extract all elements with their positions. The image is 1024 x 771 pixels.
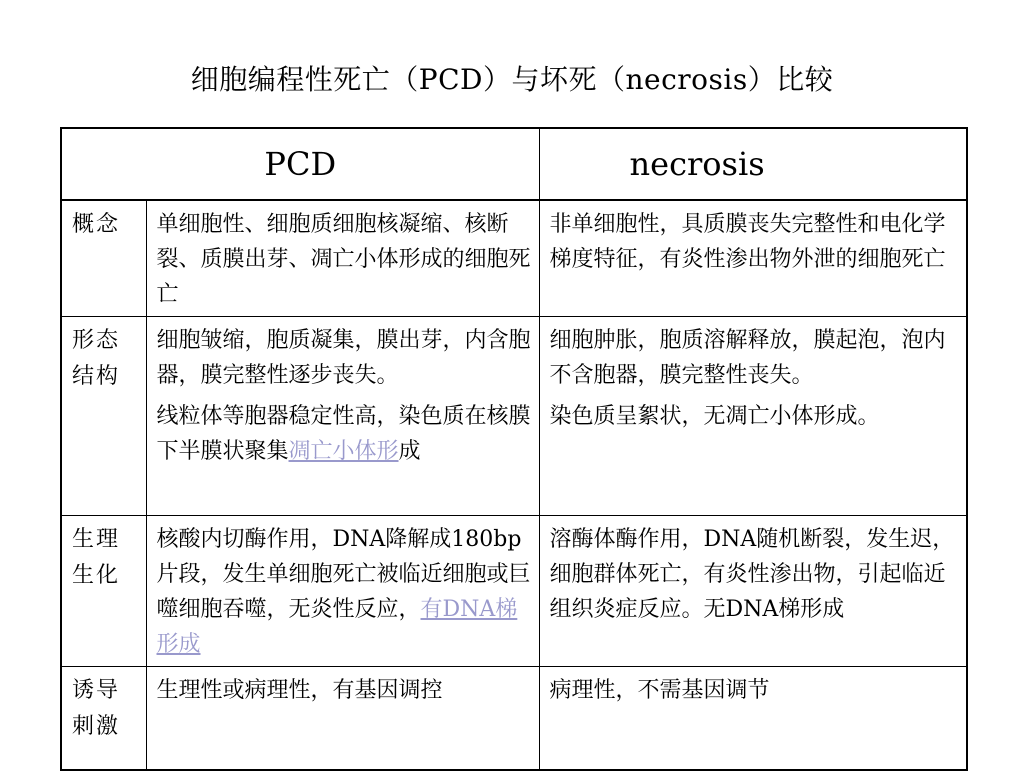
table-row: [61, 516, 967, 667]
cell-morphology-necrosis: [539, 317, 967, 516]
header-pcd: PCD: [61, 128, 539, 200]
table-row: [61, 317, 967, 516]
header-necrosis: necrosis: [539, 128, 967, 200]
row-label-concept: 概念: [61, 200, 146, 317]
morphology-necrosis-para-1: 细胞肿胀，胞质溶解释放，膜起泡，泡内不含胞器，膜完整性丧失。: [549, 328, 946, 388]
comparison-table: [60, 127, 968, 771]
dna-ladder-link[interactable]: 有DNA梯形成: [156, 597, 518, 657]
cell-concept-pcd: 单细胞性、细胞质细胞核凝缩、核断裂、质膜出芽、凋亡小体形成的细胞死亡: [146, 200, 539, 317]
cell-biochemistry-necrosis: 溶酶体酶作用，DNA随机断裂，发生迟，细胞群体死亡，有炎性渗出物，引起临近组织炎症反应。无DNA梯形成: [539, 516, 967, 667]
table-row: [61, 200, 967, 317]
row-label-biochemistry: 生理生化: [61, 516, 146, 667]
row-label-induction: 诱导刺激: [61, 667, 146, 771]
row-label-morphology: 形态结构: [61, 317, 146, 516]
morphology-pcd-tail: 成: [398, 439, 421, 464]
cell-induction-necrosis: 病理性，不需基因调节: [539, 667, 967, 771]
cell-concept-necrosis: 非单细胞性，具质膜丧失完整性和电化学梯度特征，有炎性渗出物外泄的细胞死亡: [539, 200, 967, 317]
cell-morphology-pcd: [146, 317, 539, 516]
cell-biochemistry-pcd: [146, 516, 539, 667]
morphology-pcd-para-1: 细胞皱缩，胞质凝集，膜出芽，内含胞器，膜完整性逐步丧失。: [156, 328, 531, 388]
table-row: [61, 667, 967, 771]
page-title: 细胞编程性死亡（PCD）与坏死（necrosis）比较: [190, 63, 834, 96]
morphology-pcd-text: 线粒体等胞器稳定性高，染色质在核膜下半膜状聚集: [156, 404, 531, 464]
morphology-pcd-para-2: [157, 399, 535, 469]
apoptotic-body-link[interactable]: 凋亡小体形: [288, 439, 399, 464]
morphology-necrosis-para-2: 染色质呈絮状，无凋亡小体形成。: [549, 404, 880, 429]
table-header-row: [61, 128, 967, 200]
cell-induction-pcd: 生理性或病理性，有基因调控: [146, 667, 539, 771]
biochemistry-pcd-text: 核酸内切酶作用，DNA降解成180bp片段，发生单细胞死亡被临近细胞或巨噬细胞吞噬，无炎性反应，: [156, 527, 531, 622]
